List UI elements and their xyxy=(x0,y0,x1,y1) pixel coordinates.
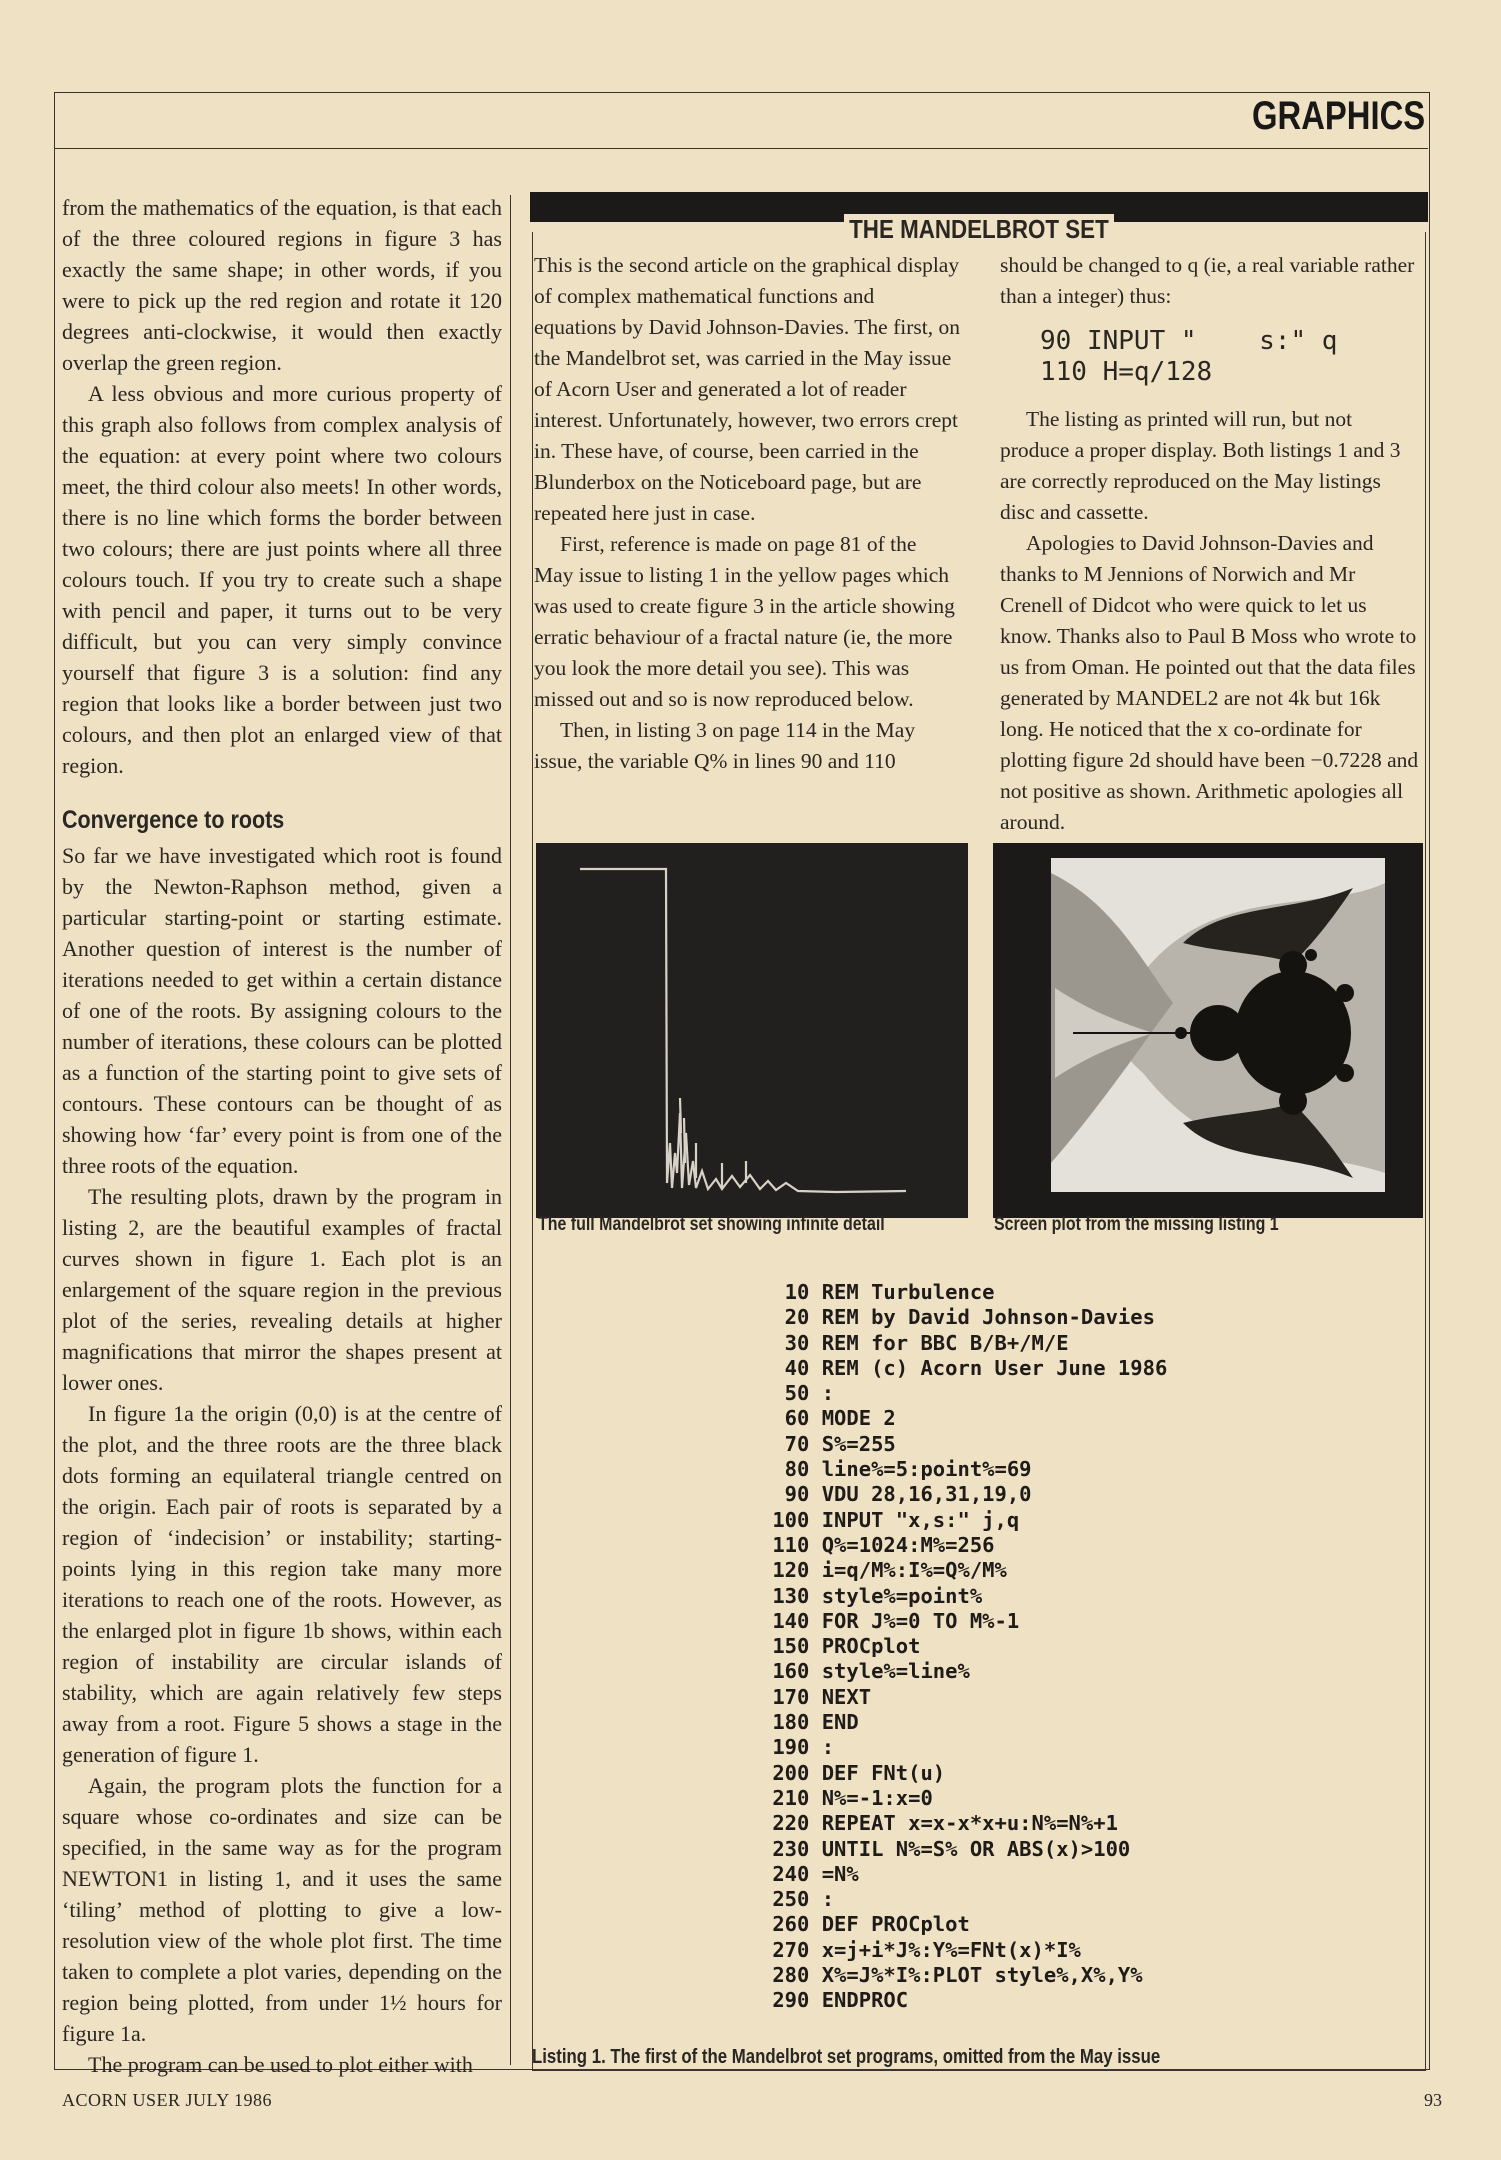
left-column xyxy=(62,192,502,2080)
paragraph: A less obvious and more curious property of this graph also follows from complex analysis of the equation: at every point where two colours meet, the third colour also meets! In other words, there is no line which forms the border between two colours; there are just points where all three colours touch. If you try to create such a shape with pencil and paper, it turns out to be very difficult, but you can very simply convince yourself that figure 3 is a solution: find any region that looks like a border between just two colours, and then plot an enlarged view of that region. xyxy=(62,381,502,778)
figure-caption: Screen plot from the missing listing 1 xyxy=(994,1214,1279,1235)
paragraph: Then, in listing 3 on page 114 in the May issue, the variable Q% in lines 90 and 110 xyxy=(534,718,916,773)
subheading: Convergence to roots xyxy=(62,806,285,834)
paragraph: Again, the program plots the function for a square whose co-ordinates and size can be specified, in the same way as for the program NEWTON1 in listing 1, and it uses the same ‘tiling’ method of plotting to give a low-resolution view of the whole plot first. The time taken to complete a plot varies, depending on the region being plotted, from under 1½ hours for figure 1a. xyxy=(62,1773,502,2046)
paragraph: In figure 1a the origin (0,0) is at the centre of the plot, and the three roots are the three black dots forming an equilateral triangle centred on the origin. Each pair of roots is separated by a region of ‘indecision’ or instability; starting-points lying in this region take many more iterations to reach one of the roots. However, as the enlarged plot in figure 1b shows, within each region of instability are circular islands of stability, which are again relatively few steps away from a root. Figure 5 shows a stage in the generation of figure 1. xyxy=(62,1401,502,1767)
box-title: THE MANDELBROT SET xyxy=(844,214,1114,245)
page-number: 93 xyxy=(1424,2090,1442,2110)
section-heading: GRAPHICS xyxy=(1251,94,1425,138)
listing-caption: Listing 1. The first of the Mandelbrot set programs, omitted from the May issue xyxy=(532,2046,1161,2068)
mandelbrot-plot-screenshot xyxy=(993,843,1423,1218)
header-rule xyxy=(54,148,1428,149)
paragraph: First, reference is made on page 81 of the May issue to listing 1 in the yellow pages which was used to create figure 3 in the article showing erratic behaviour of a fractal nature (ie, the more you look the more detail you see). This was missed out and so is now reproduced below. xyxy=(534,532,955,711)
paragraph: The listing as printed will run, but not produce a proper display. Both listings 1 and 3 are correctly reproduced on the May listings disc and cassette. xyxy=(1000,407,1401,524)
box-right-column xyxy=(1000,250,1420,838)
mandelbrot-full-screenshot xyxy=(536,843,968,1218)
inline-code: 90 INPUT " s:" q 110 H=q/128 xyxy=(1040,326,1338,387)
paragraph: should be changed to q (ie, a real variable rather than a integer) thus: xyxy=(1000,253,1415,308)
paragraph: This is the second article on the graphical display of complex mathematical functions and equations by David Johnson-Davies. The first, on the Mandelbrot set, was carried in the May issue of Acorn User and generated a lot of reader interest. Unfortunately, however, two errors crept in. These have, of course, been carried in the Blunderbox on the Noticeboard page, but are repeated here just in case. xyxy=(534,253,960,525)
program-listing: 10 REM Turbulence 20 REM by David Johnson-Davies 30 REM for BBC B/B+/M/E 40 REM (c) Acorn User June 1986 50 : 60 MODE 2 70 S%=255 80 line%=5:point%=69 90 VDU 28,16,31,19,0 100 INPUT "x,s:" j,q 110 Q%=1024:M%=256 120 i=q/M%:I%=Q%/M% 130 style%=point% 140 FOR J%=0 TO M%-1 150 PROCplot 160 style%=line% 170 NEXT 180 END 190 : 200 DEF FNt(u) 210 N%=-1:x=0 220 REPEAT x=x-x*x+u:N%=N%+1 230 UNTIL N%=S% OR ABS(x)>100 240 =N% 250 : 260 DEF PROCplot 270 x=j+i*J%:Y%=FNt(x)*I% 280 X%=J%*I%:PLOT style%,X%,Y% 290 ENDPROC xyxy=(772,1280,1168,2013)
paragraph: The resulting plots, drawn by the program in listing 2, are the beautiful examples of fractal curves shown in figure 1. Each plot is an enlargement of the square region in the previous plot of the series, revealing details at higher magnifications that mirror the shapes present at lower ones. xyxy=(62,1184,502,1395)
paragraph: The program can be used to plot either with xyxy=(88,2052,473,2077)
column-divider xyxy=(510,195,511,2065)
box-middle-column xyxy=(534,250,960,777)
figure-caption: The full Mandelbrot set showing infinite detail xyxy=(538,1214,885,1235)
paragraph: from the mathematics of the equation, is that each of the three coloured regions in figure 3 has exactly the same shape; in other words, if you were to pick up the red region and rotate it 120 degrees anti-clockwise, it would then exactly overlap the green region. xyxy=(62,195,502,375)
paragraph: So far we have investigated which root is found by the Newton-Raphson method, given a particular starting-point or starting estimate. Another question of interest is the number of iterations needed to get within a certain distance of one of the roots. By assigning colours to the number of iterations, these colours can be plotted as a function of the starting point to give sets of contours. These contours can be thought of as showing how ‘far’ every point is from one of the three roots of the equation. xyxy=(62,843,502,1178)
paragraph: Apologies to David Johnson-Davies and thanks to M Jennions of Norwich and Mr Crenell of Didcot who were quick to let us know. Thanks also to Paul B Moss who wrote to us from Oman. He pointed out that the data files generated by MANDEL2 are not 4k but 16k long. He noticed that the x co-ordinate for plotting figure 2d should have been −0.7228 and not positive as shown. Arithmetic apologies all around. xyxy=(1000,531,1419,834)
footer-publication: ACORN USER JULY 1986 xyxy=(62,2090,273,2110)
